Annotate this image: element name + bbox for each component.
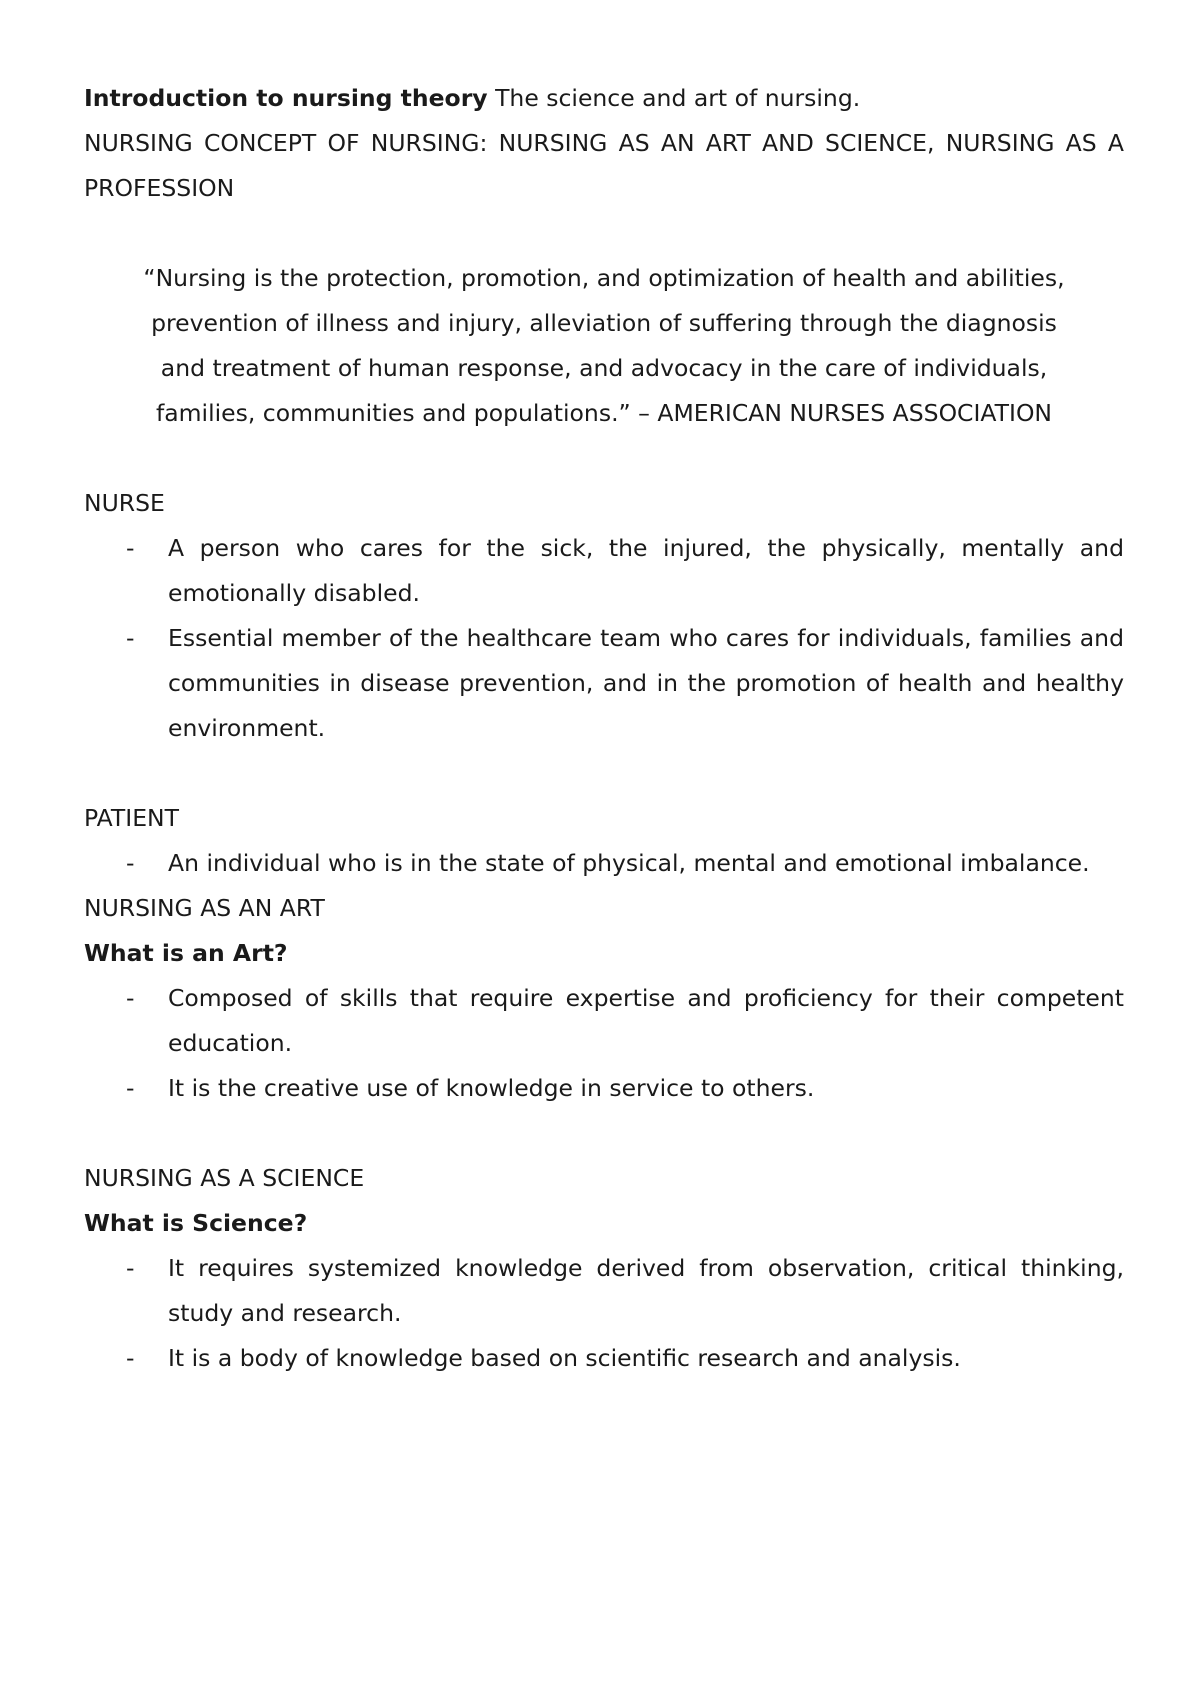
document-page: [84, 76, 1124, 1381]
list-item: [84, 1066, 1124, 1111]
dash-bullet: -: [126, 849, 135, 877]
science-subheading: What is Science?: [84, 1209, 308, 1237]
list-item-text: Essential member of the healthcare team who cares for individuals, families and communities in disease prevention, and in the promotion of health and healthy environment.: [168, 624, 1124, 742]
art-heading: NURSING AS AN ART: [84, 894, 325, 922]
dash-bullet: -: [126, 624, 135, 652]
quote-line: “Nursing is the protection, promotion, and optimization of health and abilities,: [143, 264, 1065, 292]
patient-list: [84, 841, 1124, 886]
concept-heading: NURSING CONCEPT OF NURSING: NURSING AS AN ART AND SCIENCE, NURSING AS A PROFESSION: [84, 129, 1124, 202]
art-subheading: What is an Art?: [84, 939, 288, 967]
quote-line: prevention of illness and injury, alleviation of suffering through the diagnosis: [151, 309, 1057, 337]
ana-quote: [84, 256, 1124, 436]
list-item-text: It is the creative use of knowledge in service to others.: [168, 1074, 815, 1102]
nurse-heading: NURSE: [84, 489, 165, 517]
nurse-list: [84, 526, 1124, 751]
list-item-text: An individual who is in the state of physical, mental and emotional imbalance.: [168, 849, 1090, 877]
list-item-text: It is a body of knowledge based on scientific research and analysis.: [168, 1344, 961, 1372]
list-item: [84, 526, 1124, 616]
list-item: [84, 1336, 1124, 1381]
list-item-text: Composed of skills that require expertise and proficiency for their competent education.: [168, 984, 1124, 1057]
quote-line: and treatment of human response, and advocacy in the care of individuals,: [160, 354, 1048, 382]
list-item-text: It requires systemized knowledge derived from observation, critical thinking, study and research.: [168, 1254, 1124, 1327]
intro-line: [84, 76, 1124, 121]
art-list: [84, 976, 1124, 1111]
patient-heading: PATIENT: [84, 804, 179, 832]
list-item: [84, 976, 1124, 1066]
science-heading: NURSING AS A SCIENCE: [84, 1164, 365, 1192]
intro-title: Introduction to nursing theory: [84, 84, 488, 112]
dash-bullet: -: [126, 534, 135, 562]
dash-bullet: -: [126, 1074, 135, 1102]
list-item: [84, 841, 1124, 886]
science-list: [84, 1246, 1124, 1381]
dash-bullet: -: [126, 1344, 135, 1372]
dash-bullet: -: [126, 984, 135, 1012]
list-item: [84, 616, 1124, 751]
list-item: [84, 1246, 1124, 1336]
list-item-text: A person who cares for the sick, the injured, the physically, mentally and emotionally disabled.: [168, 534, 1124, 607]
intro-subtitle: The science and art of nursing.: [487, 84, 861, 112]
quote-line: families, communities and populations.” – AMERICAN NURSES ASSOCIATION: [155, 399, 1053, 427]
dash-bullet: -: [126, 1254, 135, 1282]
